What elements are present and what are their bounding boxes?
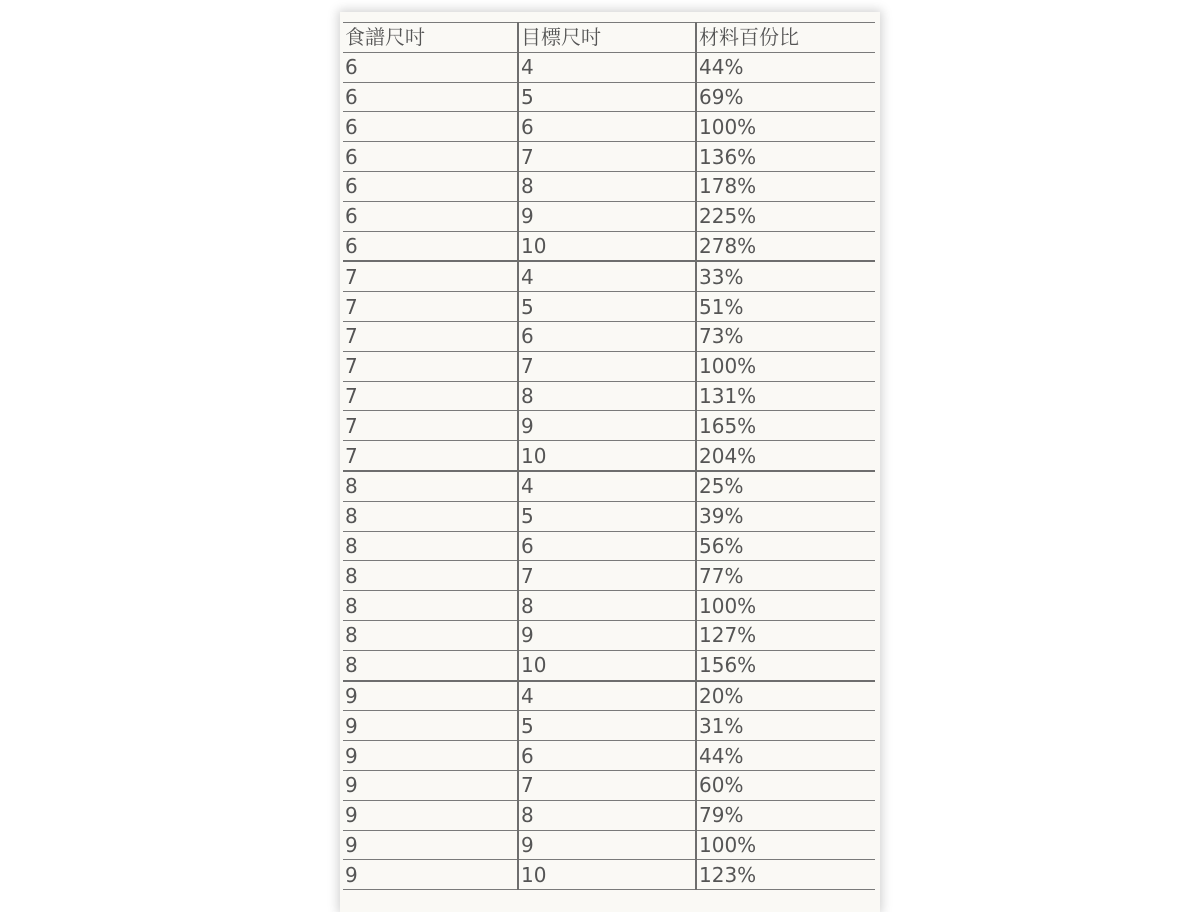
target-size-cell: 9 [518,201,696,231]
target-size-cell: 8 [518,381,696,411]
table-row [343,171,875,201]
target-size-cell: 5 [518,292,696,322]
percentage-cell: 31% [696,711,875,741]
percentage-cell: 100% [696,591,875,621]
percentage-cell: 73% [696,321,875,351]
table-row [343,741,875,771]
table-row [343,650,875,680]
recipe-size-cell: 6 [343,82,518,112]
table-row [343,531,875,561]
table-row [343,321,875,351]
table-row [343,292,875,322]
recipe-size-cell: 9 [343,741,518,771]
recipe-size-cell: 6 [343,52,518,82]
header-recipe-size: 食譜尺吋 [343,23,518,53]
recipe-size-cell: 8 [343,620,518,650]
table-row [343,231,875,261]
percentage-cell: 131% [696,381,875,411]
table-row [343,261,875,291]
percentage-cell: 100% [696,830,875,860]
recipe-size-cell: 9 [343,770,518,800]
percentage-cell: 44% [696,741,875,771]
table-row [343,441,875,471]
percentage-cell: 136% [696,142,875,172]
target-size-cell: 7 [518,770,696,800]
recipe-size-cell: 9 [343,860,518,890]
header-row [343,23,875,53]
recipe-size-cell: 9 [343,830,518,860]
recipe-size-cell: 9 [343,800,518,830]
recipe-size-cell: 6 [343,231,518,261]
recipe-size-cell: 8 [343,501,518,531]
recipe-size-cell: 8 [343,591,518,621]
percentage-cell: 178% [696,171,875,201]
table-row [343,112,875,142]
cake-size-conversion-table [343,22,875,890]
percentage-cell: 204% [696,441,875,471]
target-size-cell: 7 [518,561,696,591]
target-size-cell: 5 [518,711,696,741]
target-size-cell: 10 [518,860,696,890]
target-size-cell: 8 [518,591,696,621]
recipe-size-cell: 7 [343,292,518,322]
target-size-cell: 10 [518,441,696,471]
percentage-cell: 20% [696,681,875,711]
recipe-size-cell: 9 [343,681,518,711]
table-row [343,82,875,112]
target-size-cell: 10 [518,650,696,680]
header-target-size: 目標尺吋 [518,23,696,53]
target-size-cell: 8 [518,800,696,830]
target-size-cell: 4 [518,52,696,82]
target-size-cell: 6 [518,741,696,771]
table-row [343,830,875,860]
table-row [343,411,875,441]
percentage-cell: 100% [696,112,875,142]
target-size-cell: 4 [518,471,696,501]
table-header [343,23,875,53]
percentage-cell: 39% [696,501,875,531]
table-row [343,711,875,741]
percentage-cell: 56% [696,531,875,561]
table-row [343,561,875,591]
table-row [343,142,875,172]
percentage-cell: 165% [696,411,875,441]
target-size-cell: 6 [518,112,696,142]
table-row [343,681,875,711]
target-size-cell: 4 [518,261,696,291]
recipe-size-cell: 8 [343,650,518,680]
target-size-cell: 6 [518,321,696,351]
percentage-cell: 123% [696,860,875,890]
table-row [343,201,875,231]
target-size-cell: 6 [518,531,696,561]
table-body [343,52,875,889]
table-row [343,591,875,621]
recipe-size-cell: 6 [343,201,518,231]
target-size-cell: 9 [518,830,696,860]
percentage-cell: 79% [696,800,875,830]
document-page [340,12,880,912]
recipe-size-cell: 7 [343,261,518,291]
recipe-size-cell: 7 [343,411,518,441]
recipe-size-cell: 9 [343,711,518,741]
table-row [343,52,875,82]
percentage-cell: 25% [696,471,875,501]
percentage-cell: 51% [696,292,875,322]
table-row [343,860,875,890]
table-row [343,351,875,381]
recipe-size-cell: 6 [343,112,518,142]
header-ingredient-percentage: 材料百份比 [696,23,875,53]
table-row [343,501,875,531]
percentage-cell: 100% [696,351,875,381]
target-size-cell: 9 [518,620,696,650]
percentage-cell: 77% [696,561,875,591]
recipe-size-cell: 8 [343,561,518,591]
recipe-size-cell: 8 [343,471,518,501]
target-size-cell: 7 [518,142,696,172]
percentage-cell: 278% [696,231,875,261]
target-size-cell: 5 [518,82,696,112]
recipe-size-cell: 6 [343,171,518,201]
recipe-size-cell: 7 [343,441,518,471]
target-size-cell: 4 [518,681,696,711]
percentage-cell: 69% [696,82,875,112]
table-row [343,471,875,501]
percentage-cell: 60% [696,770,875,800]
recipe-size-cell: 7 [343,321,518,351]
percentage-cell: 156% [696,650,875,680]
percentage-cell: 225% [696,201,875,231]
table-row [343,770,875,800]
target-size-cell: 10 [518,231,696,261]
recipe-size-cell: 7 [343,351,518,381]
target-size-cell: 8 [518,171,696,201]
percentage-cell: 44% [696,52,875,82]
target-size-cell: 5 [518,501,696,531]
table-row [343,620,875,650]
target-size-cell: 9 [518,411,696,441]
percentage-cell: 127% [696,620,875,650]
table-row [343,381,875,411]
percentage-cell: 33% [696,261,875,291]
recipe-size-cell: 6 [343,142,518,172]
recipe-size-cell: 8 [343,531,518,561]
recipe-size-cell: 7 [343,381,518,411]
target-size-cell: 7 [518,351,696,381]
table-row [343,800,875,830]
